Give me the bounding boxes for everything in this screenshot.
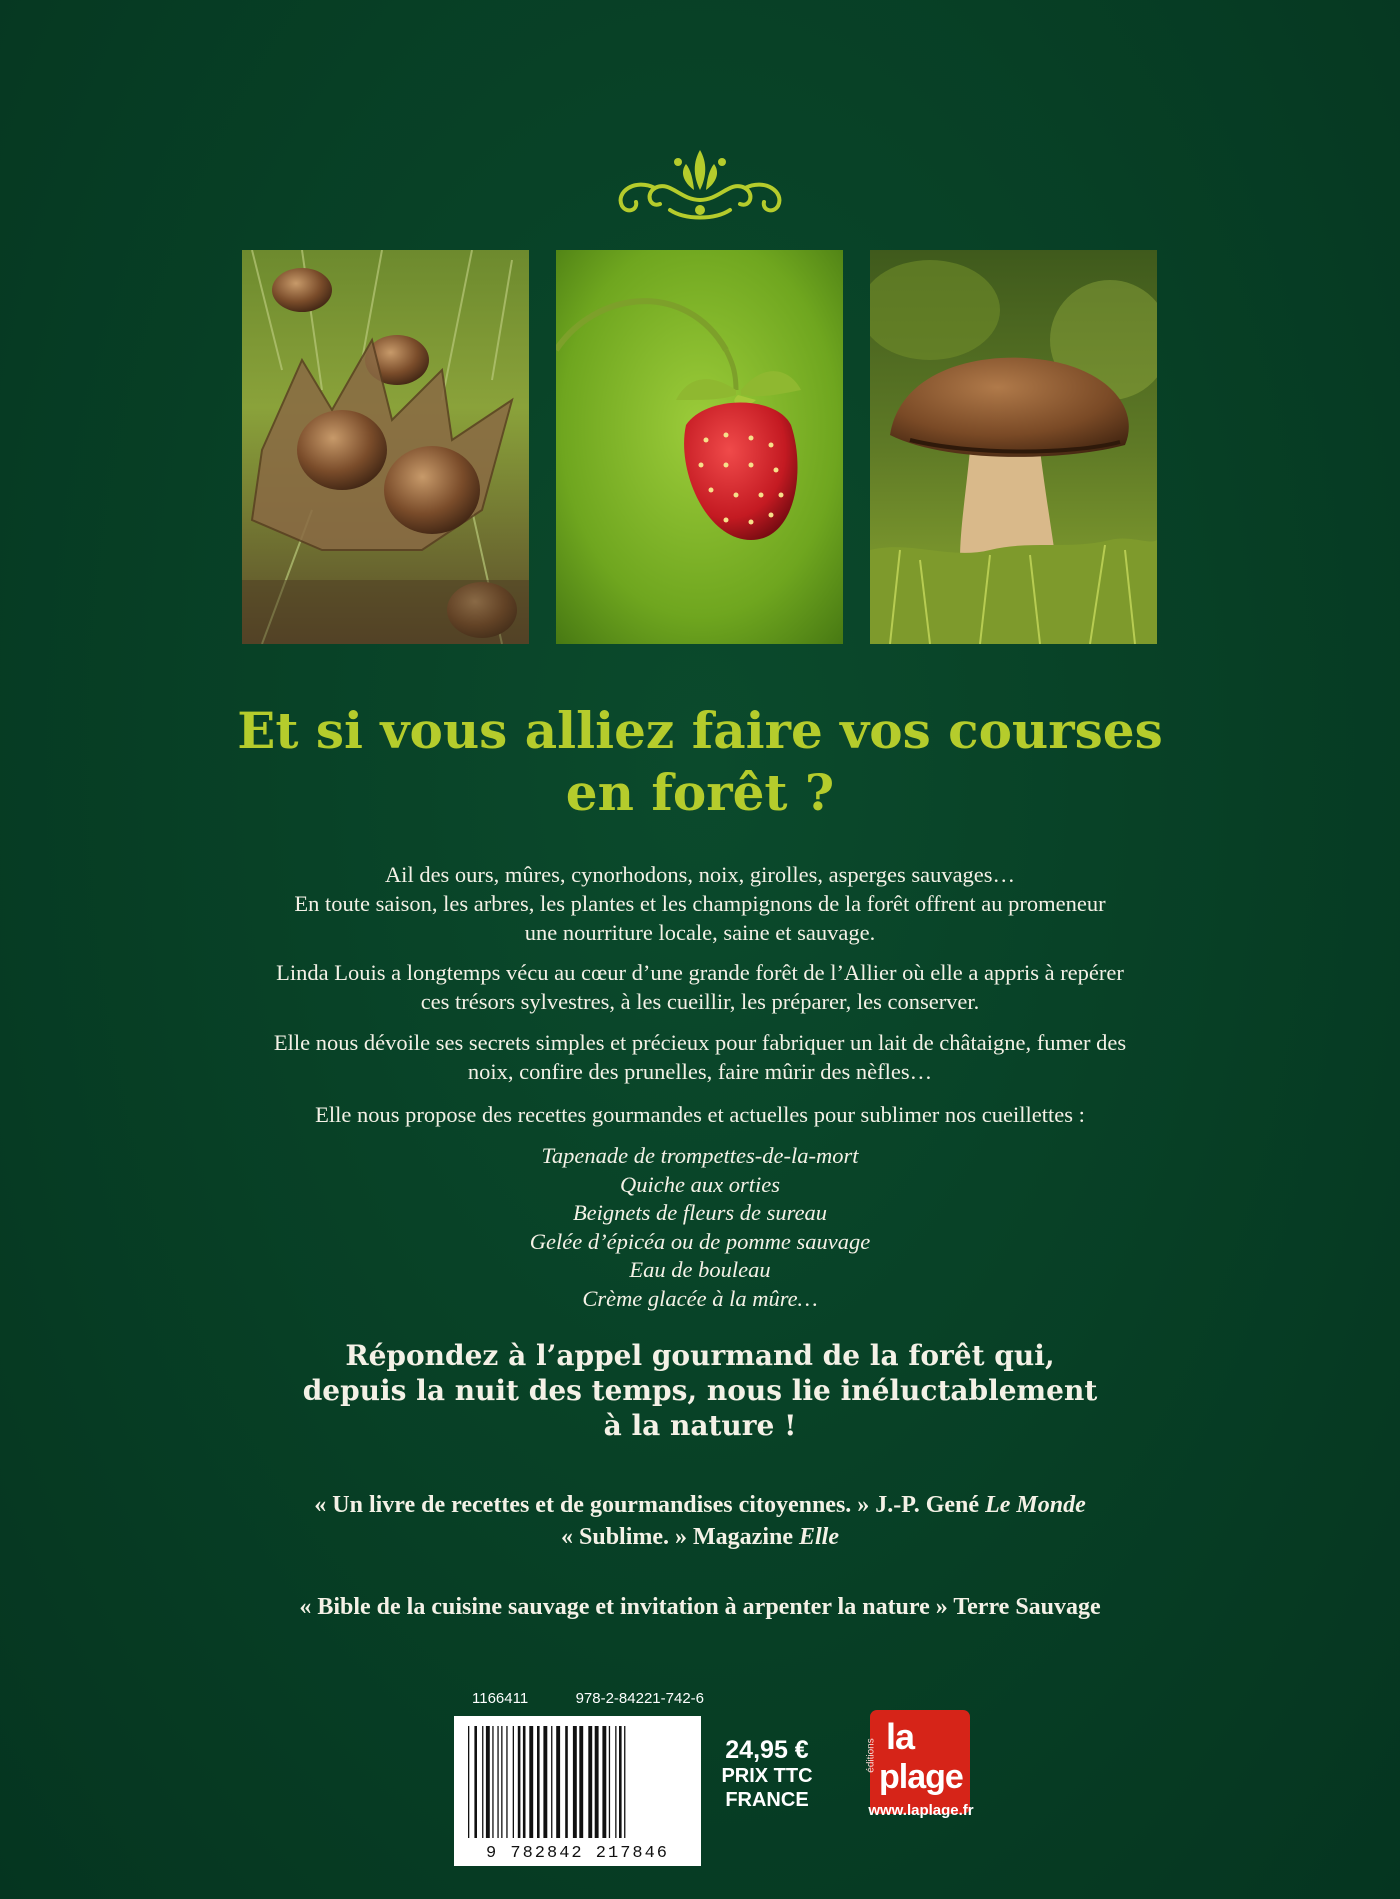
barcode-bar xyxy=(579,1726,583,1838)
press-quote-le-monde xyxy=(100,1490,1300,1520)
price-label-2: FRANCE xyxy=(725,1789,809,1811)
barcode-bar xyxy=(523,1726,526,1838)
list-item: Crème glacée à la mûre… xyxy=(582,1285,818,1311)
barcode-number: 9 782842 217846 xyxy=(485,1844,670,1863)
barcode-bar xyxy=(474,1726,477,1838)
list-item: Beignets de fleurs de sureau xyxy=(572,1200,828,1226)
logo-text-plage: plage xyxy=(879,1758,963,1796)
barcode-bar xyxy=(602,1726,606,1838)
price-block xyxy=(712,1738,822,1812)
barcode-bar xyxy=(615,1726,616,1838)
headline-line-1: Et si vous alliez faire vos courses xyxy=(237,701,1163,760)
barcode-bar xyxy=(543,1726,547,1838)
barcode-bar xyxy=(486,1726,490,1838)
barcode-bar xyxy=(588,1726,592,1838)
press-quote-elle xyxy=(100,1522,1300,1552)
text-line: noix, confire des prunelles, faire mûrir des nèfles… xyxy=(467,1059,933,1084)
text-line: Elle nous dévoile ses secrets simples et précieux pour fabriquer un lait de châtaigne, fumer des xyxy=(273,1030,1127,1055)
headline-line-2: en forêt ? xyxy=(565,763,835,822)
barcode-bar xyxy=(609,1726,610,1838)
barcode-bar xyxy=(492,1726,493,1838)
barcode-bar xyxy=(595,1726,599,1838)
paragraph-secrets xyxy=(150,1028,1250,1086)
barcode-bar xyxy=(619,1726,622,1838)
barcode-bar xyxy=(482,1726,483,1838)
list-item: Quiche aux orties xyxy=(620,1171,780,1197)
barcode-bar xyxy=(501,1726,502,1838)
barcode-bar xyxy=(518,1726,521,1838)
press-quote-terre-sauvage xyxy=(100,1592,1300,1622)
paragraph-author xyxy=(150,958,1250,1016)
publisher-website: www.laplage.fr xyxy=(868,1802,974,1819)
paragraph-intro xyxy=(150,860,1250,947)
barcode xyxy=(454,1716,701,1866)
quote-source: Elle xyxy=(799,1524,839,1550)
text-line: En toute saison, les arbres, les plantes et les champignons de la forêt offrent au promeneur xyxy=(294,891,1106,916)
wild-strawberry-photo xyxy=(556,250,843,644)
barcode-bar xyxy=(556,1726,560,1838)
barcode-bar xyxy=(506,1726,507,1838)
logo-text-la: la xyxy=(886,1716,915,1757)
price-amount: 24,95 € xyxy=(725,1736,809,1764)
product-codes xyxy=(472,1690,704,1707)
ornament-icon xyxy=(600,140,800,230)
quote-text: « Bible de la cuisine sauvage et invitation à arpenter la nature » Terre Sauvage xyxy=(299,1594,1101,1620)
quote-source: Le Monde xyxy=(985,1492,1086,1518)
logo-editions-text: éditions xyxy=(865,1738,877,1773)
price-label-1: PRIX TTC xyxy=(721,1765,813,1787)
text-line: depuis la nuit des temps, nous lie inéluctablement xyxy=(302,1374,1098,1407)
barcode-bar xyxy=(624,1726,625,1838)
text-line: Répondez à l’appel gourmand de la forêt qui, xyxy=(345,1339,1055,1372)
text-line: Ail des ours, mûres, cynorhodons, noix, girolles, asperges sauvages… xyxy=(384,862,1016,887)
barcode-bar xyxy=(468,1726,469,1838)
appeal-text xyxy=(200,1338,1200,1443)
publisher-logo xyxy=(865,1710,970,1814)
paragraph-recipes-intro xyxy=(150,1100,1250,1129)
barcode-bar xyxy=(551,1726,552,1838)
internal-code: 1166411 xyxy=(472,1690,529,1707)
barcode-bar xyxy=(529,1726,533,1838)
text-line: Elle nous propose des recettes gourmandes et actuelles pour sublimer nos cueillettes : xyxy=(315,1102,1085,1127)
barcode-bar xyxy=(513,1726,514,1838)
barcode-bar xyxy=(573,1726,577,1838)
quote-text: « Sublime. » Magazine xyxy=(561,1524,799,1550)
headline xyxy=(100,700,1300,824)
quote-text: « Un livre de recettes et de gourmandises citoyennes. » J.-P. Gené xyxy=(314,1492,986,1518)
text-line: ces trésors sylvestres, à les cueillir, les préparer, les conserver. xyxy=(420,989,980,1014)
barcode-bar xyxy=(497,1726,498,1838)
isbn: 978-2-84221-742-6 xyxy=(575,1690,704,1707)
recipe-list xyxy=(300,1142,1100,1314)
list-item: Eau de bouleau xyxy=(629,1257,771,1283)
barcode-bar xyxy=(537,1726,540,1838)
list-item: Tapenade de trompettes-de-la-mort xyxy=(541,1143,859,1168)
text-line: une nourriture locale, saine et sauvage. xyxy=(524,920,876,945)
hazelnuts-photo xyxy=(242,250,529,644)
list-item: Gelée d’épicéa ou de pomme sauvage xyxy=(529,1228,871,1254)
text-line: Linda Louis a longtemps vécu au cœur d’une grande forêt de l’Allier où elle a appris à repérer xyxy=(276,960,1124,985)
barcode-bar xyxy=(565,1726,568,1838)
mushroom-photo xyxy=(870,250,1157,644)
text-line: à la nature ! xyxy=(603,1409,797,1442)
